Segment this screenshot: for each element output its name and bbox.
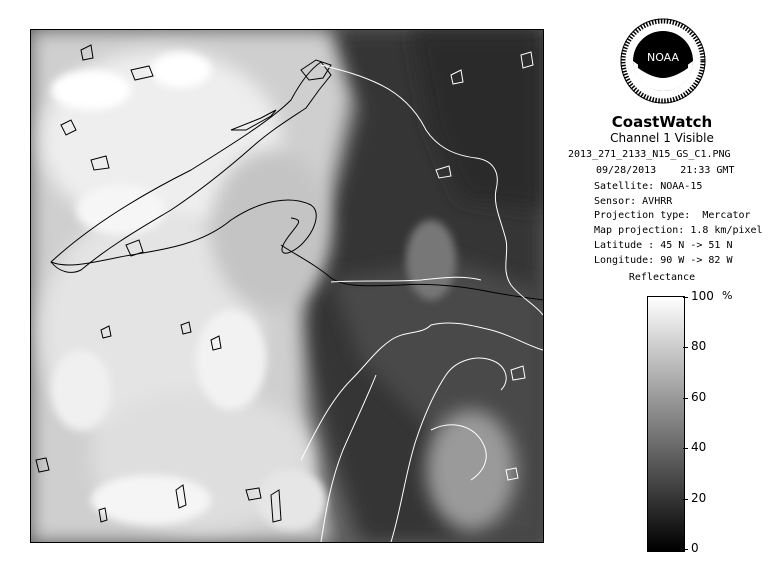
sensor-label: Sensor: AVHRR [594, 196, 673, 207]
channel-title: Channel 1 Visible [610, 131, 714, 145]
colorbar-tick-label: 0 [691, 541, 699, 555]
satellite-image [30, 29, 544, 543]
colorbar-tick [683, 499, 688, 500]
colorbar [647, 296, 685, 552]
colorbar-tick [683, 549, 688, 550]
colorbar-tick-label: 60 [691, 390, 707, 404]
satellite-map [31, 30, 543, 542]
colorbar-unit: % [722, 289, 733, 302]
colorbar-tick-label: 20 [691, 491, 707, 505]
colorbar-tick-label: 80 [691, 339, 707, 353]
brand-title: CoastWatch [611, 113, 713, 131]
colorbar-tick [683, 347, 688, 348]
filename: 2013_271_2133_N15_GS_C1.PNG [568, 149, 731, 160]
colorbar-tick-label: 100 [691, 289, 714, 303]
longitude-range: Longitude: 90 W -> 82 W [594, 255, 733, 266]
colorbar-title: Reflectance [628, 272, 696, 283]
colorbar-tick [683, 297, 688, 298]
noaa-logo [620, 18, 706, 104]
projection-type: Projection type: Mercator [594, 210, 751, 221]
logo-noaa-text: NOAA [646, 51, 680, 64]
colorbar-tick [683, 398, 688, 399]
satellite-label: Satellite: NOAA-15 [594, 181, 703, 192]
colorbar-tick-label: 40 [691, 440, 707, 454]
latitude-range: Latitude : 45 N -> 51 N [594, 240, 733, 251]
colorbar-tick [683, 448, 688, 449]
datetime: 09/28/2013 21:33 GMT [596, 165, 735, 176]
map-projection: Map projection: 1.8 km/pixel [594, 225, 763, 236]
